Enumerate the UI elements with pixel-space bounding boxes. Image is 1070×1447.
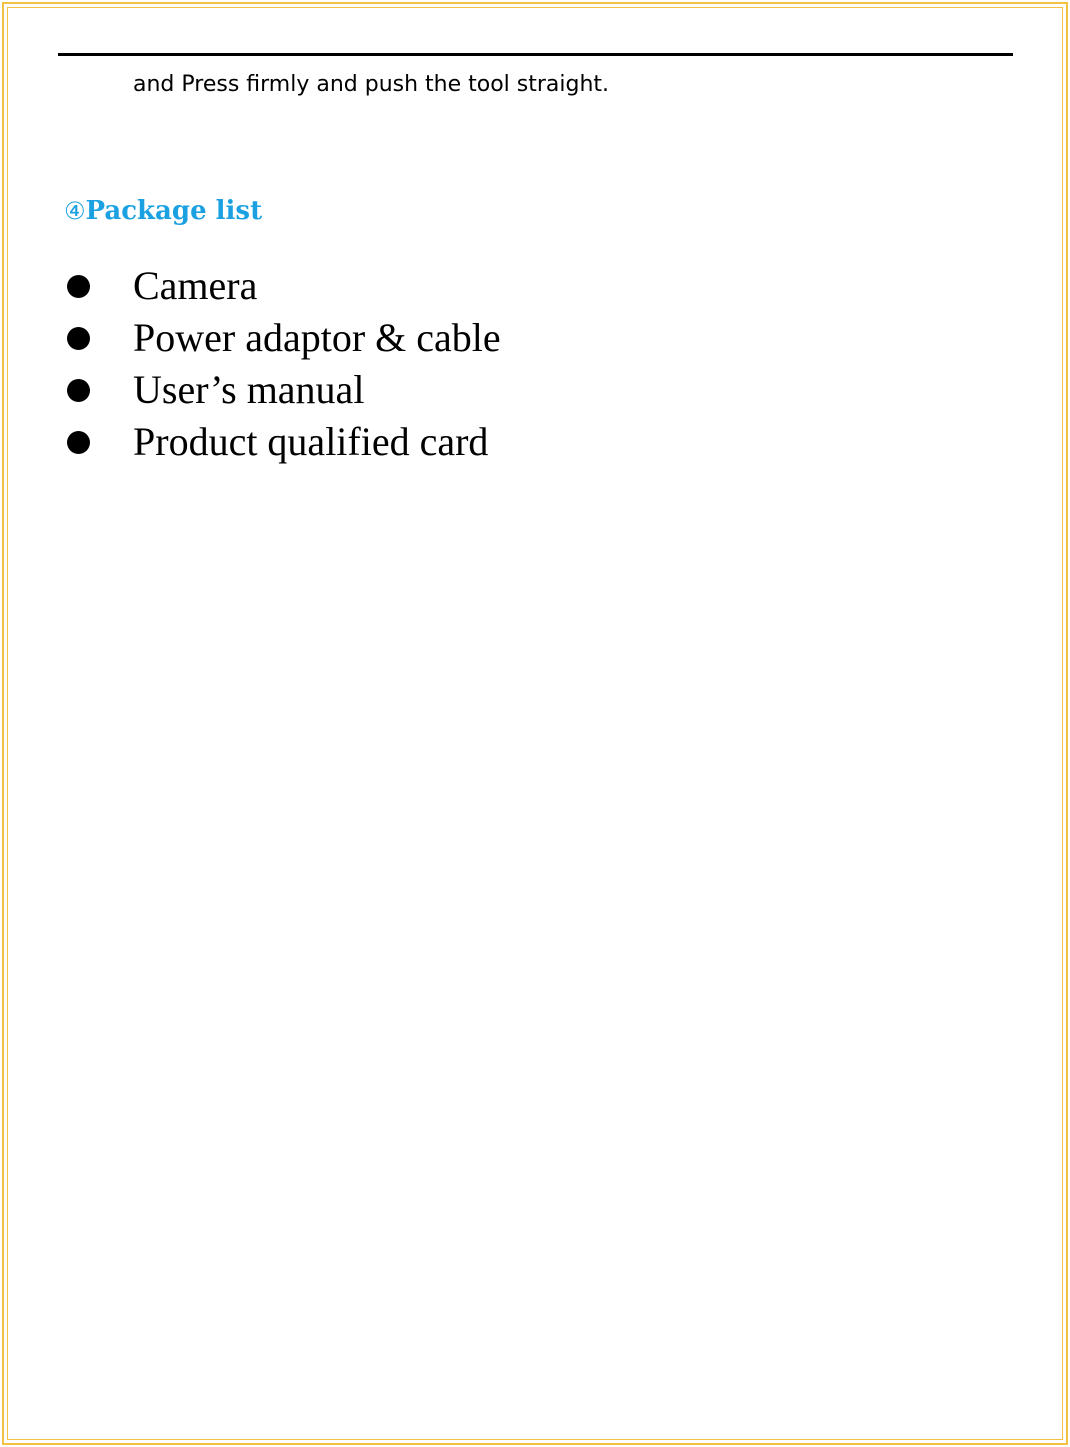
list-item	[0, 314, 1070, 366]
section-number: ④	[64, 197, 86, 225]
section-title: Package list	[85, 196, 263, 226]
list-item-text: Product qualified card	[133, 419, 489, 464]
list-item	[0, 366, 1070, 418]
list-item-text: Power adaptor & cable	[133, 315, 501, 360]
bullet-icon	[67, 431, 90, 454]
bullet-icon	[67, 379, 90, 402]
section-heading	[64, 196, 262, 226]
list-item-text: User’s manual	[133, 367, 365, 412]
header-rule	[58, 53, 1013, 56]
bullet-icon	[67, 275, 90, 298]
list-item	[0, 418, 1070, 470]
package-list	[0, 262, 1070, 470]
bullet-icon	[67, 327, 90, 350]
list-item	[0, 262, 1070, 314]
list-item-text: Camera	[133, 263, 258, 308]
continuation-text: and Press firmly and push the tool straight.	[133, 72, 610, 97]
